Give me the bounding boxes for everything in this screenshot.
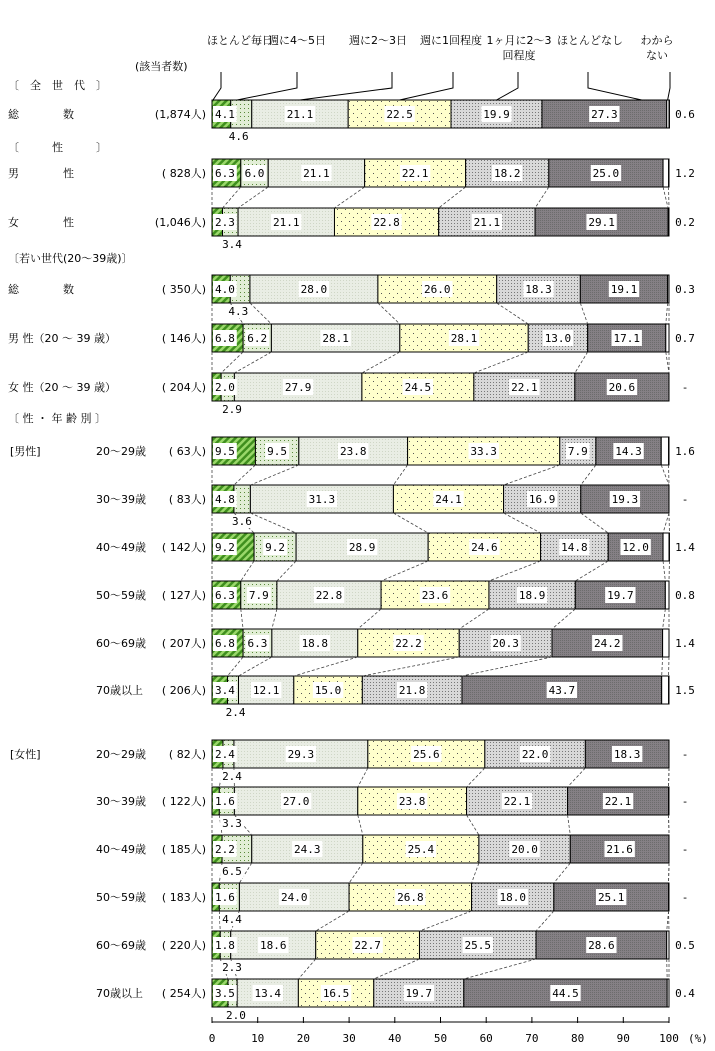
unknown-value: -: [681, 381, 689, 394]
connector-line: [663, 513, 669, 533]
data-label: 19.7: [607, 589, 634, 602]
connector-line: [575, 561, 608, 581]
data-label: 3.5: [214, 987, 235, 1000]
row-label: 60～69歳: [96, 939, 146, 952]
connector-line: [666, 303, 668, 324]
unknown-value: -: [681, 493, 689, 506]
data-label: 4.0: [214, 283, 235, 296]
data-label: 22.5: [386, 108, 413, 121]
data-label: 27.3: [591, 108, 618, 121]
data-label: 23.6: [421, 589, 449, 602]
data-label: 20.0: [511, 843, 538, 856]
data-label: 14.3: [615, 445, 642, 458]
x-tick-label: 40: [388, 1032, 402, 1045]
row-label: 男 性: [8, 167, 74, 180]
legend-leader-line: [213, 72, 221, 100]
row-count: ( 204人): [161, 381, 206, 394]
data-label: 25.4: [407, 843, 435, 856]
x-tick-label: 60: [479, 1032, 493, 1045]
data-label: 28.1: [322, 332, 349, 345]
row-label: 70歳以上: [96, 684, 143, 697]
x-tick-label: 20: [296, 1032, 311, 1045]
connector-line: [316, 911, 349, 931]
legend-label: 1ヶ月に2～3: [486, 34, 552, 47]
row-count: ( 350人): [161, 283, 206, 296]
data-label: 6.3: [214, 589, 235, 602]
unknown-value: 1.2: [675, 167, 695, 180]
row-label: 50～59歳: [96, 891, 146, 904]
data-label: 18.8: [301, 637, 329, 650]
row-label: 40～49歳: [96, 541, 146, 554]
data-label: 27.0: [282, 795, 310, 808]
data-label: 24.1: [435, 493, 462, 506]
connector-line: [419, 911, 471, 931]
data-label: 6.5: [222, 865, 242, 878]
data-label: 26.8: [397, 891, 424, 904]
unknown-value: 0.3: [675, 283, 695, 296]
legend-label: 週に4～5日: [268, 34, 326, 47]
data-label: 33.3: [470, 445, 497, 458]
connector-line: [374, 959, 420, 979]
data-label: 12.1: [252, 684, 280, 697]
data-label: 4.4: [222, 913, 242, 926]
legend-leader-line: [496, 72, 518, 100]
data-label: 3.4: [214, 684, 235, 697]
connector-line: [568, 815, 571, 835]
data-label: 18.6: [259, 939, 287, 952]
data-label: 28.6: [588, 939, 615, 952]
row-label: 20～29歳: [96, 445, 146, 458]
connector-line: [298, 959, 315, 979]
connector-line: [349, 863, 363, 883]
connector-line: [568, 768, 586, 787]
subgroup-label: [女性]: [10, 748, 41, 761]
data-label: 27.9: [284, 381, 312, 394]
x-tick-label: 90: [616, 1032, 630, 1045]
data-label: 6.8: [214, 332, 235, 345]
row-count: ( 142人): [161, 541, 206, 554]
connector-line: [467, 815, 479, 835]
data-label: 23.8: [398, 795, 426, 808]
connector-line: [575, 352, 588, 373]
connector-line: [250, 303, 271, 324]
unknown-value: 1.5: [675, 684, 695, 697]
unknown-value: 1.4: [675, 637, 695, 650]
bar-segment: [662, 676, 669, 704]
data-label: 24.6: [471, 541, 498, 554]
data-label: 18.3: [525, 283, 552, 296]
connector-line: [662, 657, 663, 676]
group-title: 〔 全 世 代 〕: [8, 79, 107, 92]
data-label: 13.0: [544, 332, 572, 345]
data-label: 9.5: [267, 445, 288, 458]
row-label: 女 性（20 ～ 39 歳）: [8, 381, 116, 394]
row-label: 総 数: [8, 108, 74, 121]
legend-label: 週に1回程度: [420, 34, 482, 47]
row-count: ( 254人): [161, 987, 206, 1000]
row-label: 50～59歳: [96, 589, 146, 602]
row-count: ( 122人): [161, 795, 206, 808]
row-count: ( 82人): [168, 748, 206, 761]
row-count: ( 828人): [161, 167, 206, 180]
data-label: 4.3: [228, 305, 249, 318]
data-label: 9.2: [214, 541, 235, 554]
row-count: ( 185人): [161, 843, 206, 856]
legend-label: 週に2～3日: [349, 34, 407, 47]
data-label: 12.0: [622, 541, 649, 554]
data-label: 22.7: [354, 939, 381, 952]
data-label: 22.1: [401, 167, 429, 180]
connector-line: [554, 863, 570, 883]
connector-line: [358, 815, 363, 835]
data-label: 22.8: [373, 216, 400, 229]
data-label: 19.7: [405, 987, 433, 1000]
connector-line: [581, 465, 596, 485]
x-axis-unit: (%): [688, 1032, 708, 1045]
unknown-value: -: [681, 795, 689, 808]
connector-line: [358, 768, 368, 787]
data-label: 14.8: [561, 541, 588, 554]
row-label: 60～69歳: [96, 637, 146, 650]
data-label: 1.8: [214, 939, 235, 952]
connector-line: [663, 187, 668, 208]
bar-segment: [661, 437, 668, 465]
data-label: 25.5: [464, 939, 491, 952]
unknown-value: 0.6: [675, 108, 695, 121]
connector-line: [580, 303, 587, 324]
connector-line: [250, 513, 296, 533]
data-label: 31.3: [308, 493, 336, 506]
data-label: 6.8: [214, 637, 235, 650]
unknown-value: 1.6: [675, 445, 695, 458]
connector-line: [381, 561, 428, 581]
connector-line: [250, 465, 298, 485]
x-tick-label: 50: [433, 1032, 448, 1045]
data-label: 22.2: [395, 637, 422, 650]
connector-line: [497, 303, 529, 324]
connector-line: [535, 187, 549, 208]
legend-label: わから: [640, 34, 674, 47]
connector-line: [241, 561, 254, 581]
connector-line: [462, 657, 552, 676]
row-label: 男 性（20 ～ 39 歳）: [8, 332, 116, 345]
data-label: 21.1: [286, 108, 314, 121]
data-label: 9.2: [265, 541, 286, 554]
data-label: 28.9: [348, 541, 376, 554]
data-label: 3.4: [222, 238, 242, 251]
connector-line: [459, 609, 489, 629]
unknown-value: 0.2: [675, 216, 695, 229]
data-label: 6.3: [247, 637, 268, 650]
connector-line: [661, 465, 669, 485]
data-label: 28.1: [450, 332, 478, 345]
legend-leader-line: [400, 72, 453, 100]
data-label: 2.4: [214, 748, 235, 761]
connector-line: [334, 187, 364, 208]
connector-line: [489, 561, 541, 581]
data-label: 13.4: [254, 987, 282, 1000]
unknown-value: 0.7: [675, 332, 695, 345]
legend-label: ほとんどなし: [557, 34, 623, 47]
data-label: 2.4: [222, 770, 242, 783]
data-label: 29.3: [287, 748, 315, 761]
data-label: 24.3: [294, 843, 321, 856]
data-label: 29.1: [588, 216, 615, 229]
group-title: 〔 性 ・ 年 齢 別 〕: [8, 412, 106, 425]
data-label: 2.2: [214, 843, 235, 856]
data-label: 21.6: [606, 843, 633, 856]
data-label: 3.3: [222, 817, 242, 830]
data-label: 18.2: [493, 167, 521, 180]
data-label: 4.6: [228, 130, 249, 143]
row-label: 総 数: [8, 283, 74, 296]
connector-line: [552, 609, 575, 629]
connector-line: [234, 465, 255, 485]
data-label: 7.9: [567, 445, 588, 458]
data-label: 2.3: [214, 216, 235, 229]
data-label: 17.1: [613, 332, 640, 345]
connector-line: [241, 609, 243, 629]
data-label: 15.0: [314, 684, 342, 697]
data-label: 22.1: [604, 795, 632, 808]
data-label: 4.8: [214, 493, 235, 506]
data-label: 26.0: [424, 283, 451, 296]
row-label: 女 性: [8, 216, 74, 229]
unknown-value: 0.5: [675, 939, 695, 952]
data-label: 2.4: [225, 706, 246, 719]
connector-line: [663, 561, 665, 581]
connector-line: [464, 959, 536, 979]
data-label: 43.7: [548, 684, 576, 697]
data-label: 24.2: [594, 637, 621, 650]
legend-label: 回程度: [502, 49, 536, 62]
data-label: 23.8: [339, 445, 367, 458]
connector-line: [228, 657, 244, 676]
connector-line: [666, 352, 669, 373]
row-count: (1,046人): [154, 216, 206, 229]
legend-leader-line: [300, 72, 392, 100]
unknown-value: -: [681, 748, 689, 761]
data-label: 25.1: [597, 891, 625, 904]
data-label: 28.0: [300, 283, 328, 296]
connector-line: [439, 187, 466, 208]
unknown-value: 1.4: [675, 541, 695, 554]
row-count: ( 146人): [161, 332, 206, 345]
connector-line: [474, 352, 528, 373]
data-label: 1.6: [214, 891, 235, 904]
data-label: 22.1: [511, 381, 538, 394]
connector-line: [467, 768, 485, 787]
row-label: 40～49歳: [96, 843, 146, 856]
group-title: 〔 性 〕: [8, 141, 107, 154]
data-label: 18.9: [518, 589, 546, 602]
bar-segment: [663, 533, 669, 561]
connector-line: [239, 657, 272, 676]
connector-line: [238, 187, 268, 208]
data-label: 21.8: [398, 684, 426, 697]
data-label: 22.8: [315, 589, 343, 602]
data-label: 22.1: [503, 795, 531, 808]
connector-line: [277, 561, 296, 581]
data-label: 19.9: [483, 108, 510, 121]
unknown-value: 0.4: [675, 987, 695, 1000]
x-tick-label: 70: [525, 1032, 539, 1045]
data-label: 6.3: [214, 167, 235, 180]
data-label: 21.1: [473, 216, 501, 229]
data-label: 18.3: [613, 748, 641, 761]
data-label: 18.0: [499, 891, 526, 904]
row-label: 70歳以上: [96, 987, 143, 1000]
legend-label: ない: [646, 49, 668, 62]
data-label: 6.2: [247, 332, 268, 345]
data-label: 25.6: [413, 748, 440, 761]
bar-segment: [663, 629, 669, 657]
data-label: 2.3: [222, 961, 242, 974]
data-label: 20.6: [608, 381, 636, 394]
data-label: 3.6: [231, 515, 252, 528]
bar-segment: [665, 581, 669, 609]
connector-line: [234, 352, 271, 373]
connector-line: [536, 911, 554, 931]
data-label: 6.0: [244, 167, 265, 180]
legend-leader-line: [237, 72, 297, 100]
data-label: 16.9: [528, 493, 556, 506]
connector-line: [362, 352, 400, 373]
x-tick-label: 30: [342, 1032, 356, 1045]
connector-line: [504, 465, 560, 485]
connector-line: [223, 187, 241, 208]
legend-label: ほとんど毎日: [207, 34, 273, 47]
connector-line: [663, 609, 666, 629]
legend-leader-line: [588, 72, 642, 100]
connector-line: [358, 609, 381, 629]
row-label: 30～39歳: [96, 493, 146, 506]
unknown-value: 0.8: [675, 589, 695, 602]
unknown-value: -: [681, 843, 689, 856]
data-label: 4.1: [214, 108, 235, 121]
connector-line: [472, 863, 479, 883]
row-count: ( 207人): [161, 637, 206, 650]
x-tick-label: 100: [659, 1032, 679, 1045]
connector-line: [393, 465, 407, 485]
connector-line: [219, 911, 220, 931]
data-label: 2.9: [222, 403, 242, 416]
row-count: ( 127人): [161, 589, 206, 602]
data-label: 19.1: [610, 283, 638, 296]
data-label: 16.5: [322, 987, 350, 1000]
connector-line: [272, 609, 277, 629]
data-label: 25.0: [592, 167, 620, 180]
data-label: 9.5: [214, 445, 235, 458]
data-label: 7.9: [248, 589, 269, 602]
data-label: 2.0: [226, 1009, 246, 1022]
data-label: 20.3: [492, 637, 519, 650]
row-label: 20～29歳: [96, 748, 146, 761]
x-tick-label: 0: [208, 1032, 216, 1045]
data-label: 22.0: [521, 748, 549, 761]
data-label: 2.0: [214, 381, 235, 394]
group-title: 〔若い世代(20～39歳)〕: [8, 252, 133, 265]
row-count: (1,874人): [154, 108, 206, 121]
connector-line: [362, 657, 459, 676]
connector-line: [581, 513, 608, 533]
row-count: ( 220人): [161, 939, 206, 952]
row-count: ( 83人): [168, 493, 206, 506]
row-count: ( 183人): [161, 891, 206, 904]
row-label: 30～39歳: [96, 795, 146, 808]
connector-line: [504, 513, 541, 533]
data-label: 19.3: [611, 493, 639, 506]
row-count: ( 206人): [161, 684, 206, 697]
data-label: 21.1: [273, 216, 300, 229]
data-label: 1.6: [214, 795, 235, 808]
legend-leader-line: [668, 72, 670, 100]
row-count: ( 63人): [168, 445, 206, 458]
unknown-value: -: [681, 891, 689, 904]
x-tick-label: 10: [251, 1032, 265, 1045]
subgroup-label: [男性]: [10, 445, 41, 458]
count-header: (該当者数): [135, 60, 188, 73]
connector-line: [378, 303, 400, 324]
data-label: 44.5: [552, 987, 579, 1000]
data-label: 24.0: [281, 891, 308, 904]
data-label: 24.5: [404, 381, 432, 394]
connector-line: [393, 513, 428, 533]
connector-line: [294, 657, 358, 676]
data-label: 21.1: [303, 167, 330, 180]
x-tick-label: 80: [570, 1032, 585, 1045]
bar-segment: [663, 159, 668, 187]
